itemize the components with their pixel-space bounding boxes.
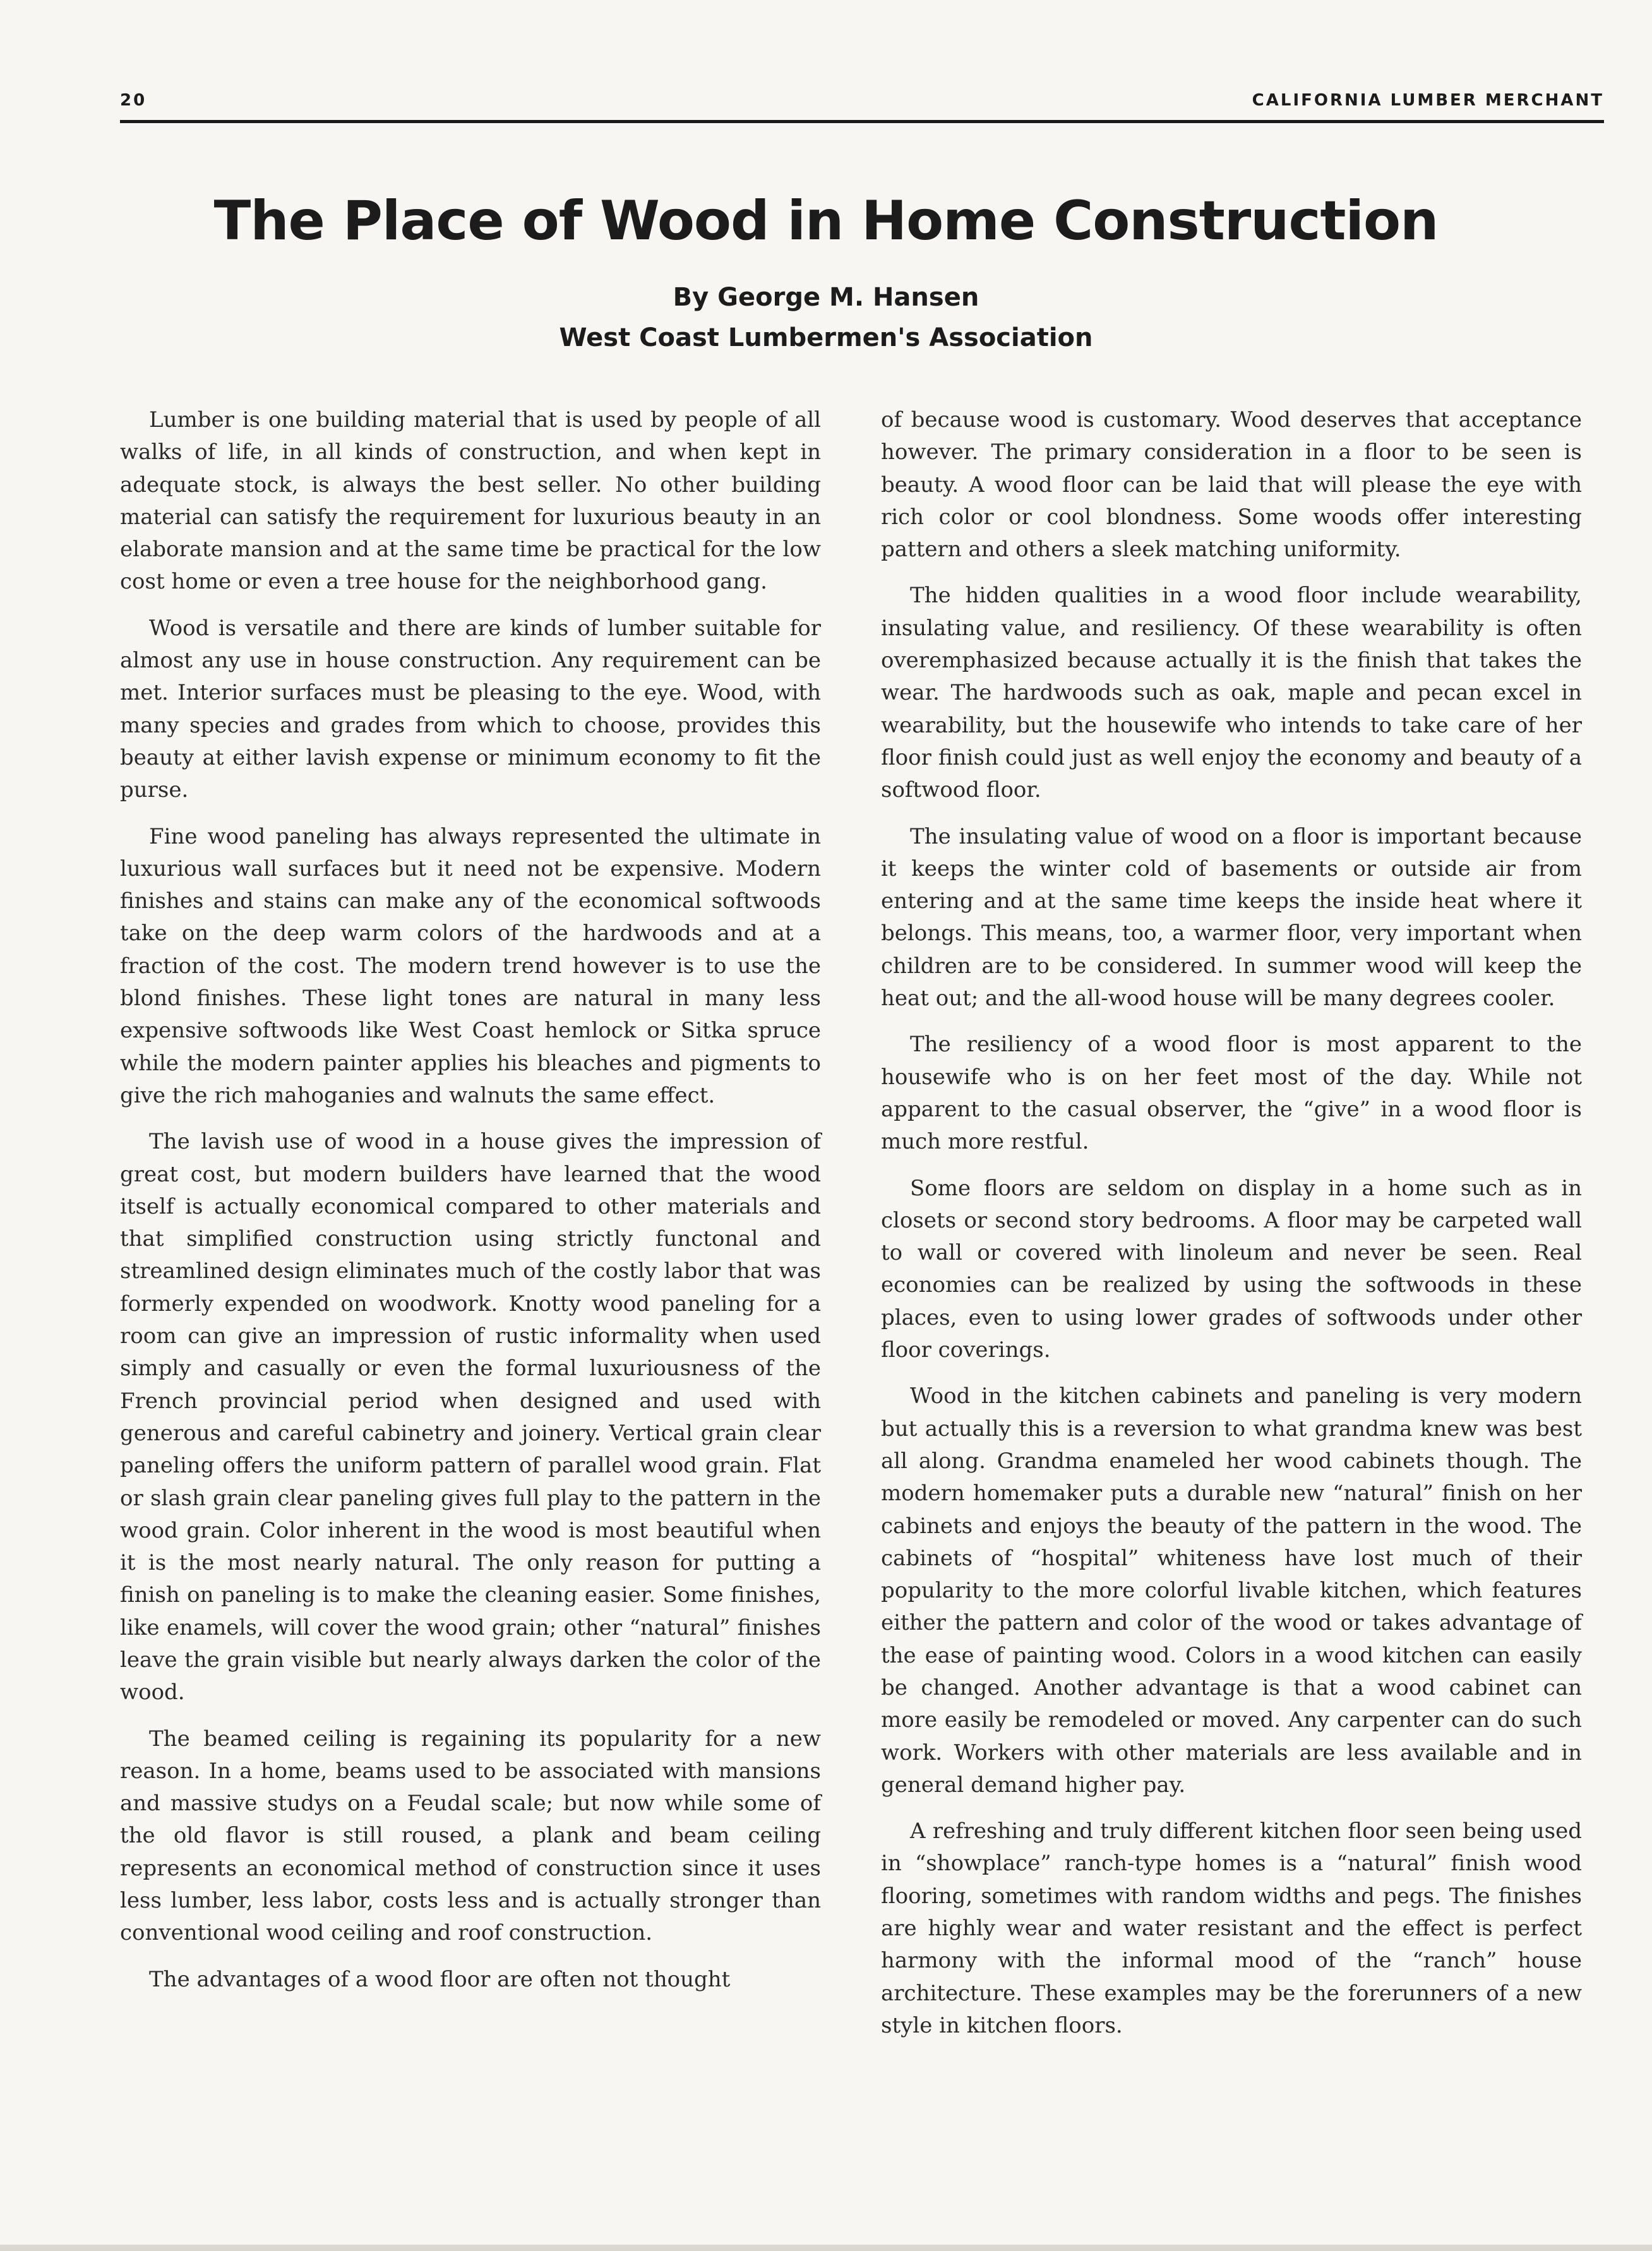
paragraph: The lavish use of wood in a house gives the impression of great cost, but modern builders have learned that the wood itself is actually economical compared to other materials and that simplified construction using strictly functonal and streamlined design eliminates much of the costly labor that was formerly expended on woodwork. Knotty wood paneling for a room can give an impression of rustic informality when used simply and casually or even the formal luxuriousness of the French provincial period when designed and used with generous and careful cabinetry and joinery. Vertical grain clear paneling offers the uniform pattern of parallel wood grain. Flat or slash grain clear paneling gives full play to the pattern in the wood grain. Color inherent in the wood is most beautiful when it is the most nearly natural. The only reason for putting a finish on paneling is to make the cleaning easier. Some finishes, like enamels, will cover the wood grain; other “natural” finishes leave the grain visible but nearly always darken the color of the wood. bbox=[120, 1129, 821, 1705]
left-column bbox=[120, 404, 821, 2010]
paragraph: The advantages of a wood floor are often not thought bbox=[149, 1966, 731, 1992]
article-author: By George M. Hansen bbox=[673, 283, 979, 312]
paragraph: A refreshing and truly different kitchen floor seen being used in “showplace” ranch-type homes is a “natural” finish wood flooring, sometimes with random widths and pegs. The finishes are highly wear and water resistant and the effect is perfect harmony with the informal mood of the “ranch” house architecture. These examples may be the forerunners of a new style in kitchen floors. bbox=[881, 1818, 1582, 2038]
paragraph: The hidden qualities in a wood floor include wearability, insulating value, and resiliency. Of these wearability is often overemphasized because actually it is the finish that takes the wear. The hardwoods such as oak, maple and pecan excel in wearability, but the housewife who intends to take care of her floor finish could just as well enjoy the economy and beauty of a softwood floor. bbox=[881, 583, 1582, 803]
right-column bbox=[881, 404, 1582, 2056]
page-bottom-edge bbox=[0, 2245, 1652, 2251]
page-number: 20 bbox=[120, 91, 147, 110]
paragraph: The beamed ceiling is regaining its popularity for a new reason. In a home, beams used to be associated with mansions and massive studys on a Feudal scale; but now while some of the old flavor is still roused, a plank and beam ceiling represents an economical method of construction since it uses less lumber, less labor, costs less and is actually stronger than conventional wood ceiling and roof construction. bbox=[120, 1726, 821, 1946]
publication-name: CALIFORNIA LUMBER MERCHANT bbox=[1252, 91, 1604, 110]
page-header bbox=[120, 87, 1604, 120]
paragraph: Fine wood paneling has always represented the ultimate in luxurious wall surfaces but it need not be expensive. Modern finishes and stains can make any of the economical softwoods take on the deep warm colors of the hardwoods and at a fraction of the cost. The modern trend however is to use the blond finishes. These light tones are natural in many less expensive softwoods like West Coast hemlock or Sitka spruce while the modern painter applies his bleaches and pigments to give the rich mahoganies and walnuts the same effect. bbox=[120, 823, 821, 1108]
paragraph: Wood in the kitchen cabinets and paneling is very modern but actually this is a reversion to what grandma knew was best all along. Grandma enameled her wood cabinets though. The modern homemaker puts a durable new “natural” finish on her cabinets and enjoys the beauty of the pattern in the wood. The cabinets of “hospital” whiteness have lost much of their popularity to the more colorful livable kitchen, which features either the pattern and color of the wood or takes advantage of the ease of painting wood. Colors in a wood kitchen can easily be changed. Another advantage is that a wood cabinet can more easily be remodeled or moved. Any carpenter can do such work. Workers with other materials are less available and in general demand higher pay. bbox=[881, 1383, 1582, 1798]
header-rule bbox=[120, 120, 1604, 123]
paragraph: Lumber is one building material that is used by people of all walks of life, in all kinds of construction, and when kept in adequate stock, is always the best seller. No other building material can satisfy the requirement for luxurious beauty in an elaborate mansion and at the same time be practical for the low cost home or even a tree house for the neighborhood gang. bbox=[120, 407, 821, 595]
article-title: The Place of Wood in Home Construction bbox=[213, 189, 1439, 253]
paragraph: Wood is versatile and there are kinds of lumber suitable for almost any use in house construction. Any requirement can be met. Interior surfaces must be pleasing to the eye. Wood, with many species and grades from which to choose, provides this beauty at either lavish expense or minimum economy to fit the purse. bbox=[120, 615, 821, 803]
author-organization: West Coast Lumbermen's Association bbox=[559, 323, 1093, 352]
paragraph: The insulating value of wood on a floor is important because it keeps the winter cold of basements or outside air from entering and at the same time keeps the inside heat where it belongs. This means, too, a warmer floor, very important when children are to be considered. In summer wood will keep the heat out; and the all-wood house will be many degrees cooler. bbox=[881, 823, 1582, 1012]
paragraph: The resiliency of a wood floor is most apparent to the housewife who is on her feet most of the day. While not apparent to the casual observer, the “give” in a wood floor is much more restful. bbox=[881, 1032, 1582, 1155]
paragraph: of because wood is customary. Wood deserves that acceptance however. The primary consideration in a floor to be seen is beauty. A wood floor can be laid that will please the eye with rich color or cool blondness. Some woods offer interesting pattern and others a sleek matching uniformity. bbox=[881, 407, 1582, 563]
paragraph: Some floors are seldom on display in a home such as in closets or second story bedrooms. A floor may be carpeted wall to wall or covered with linoleum and never be seen. Real economies can be realized by using the softwoods in these places, even to using lower grades of softwoods under other floor coverings. bbox=[881, 1175, 1582, 1363]
